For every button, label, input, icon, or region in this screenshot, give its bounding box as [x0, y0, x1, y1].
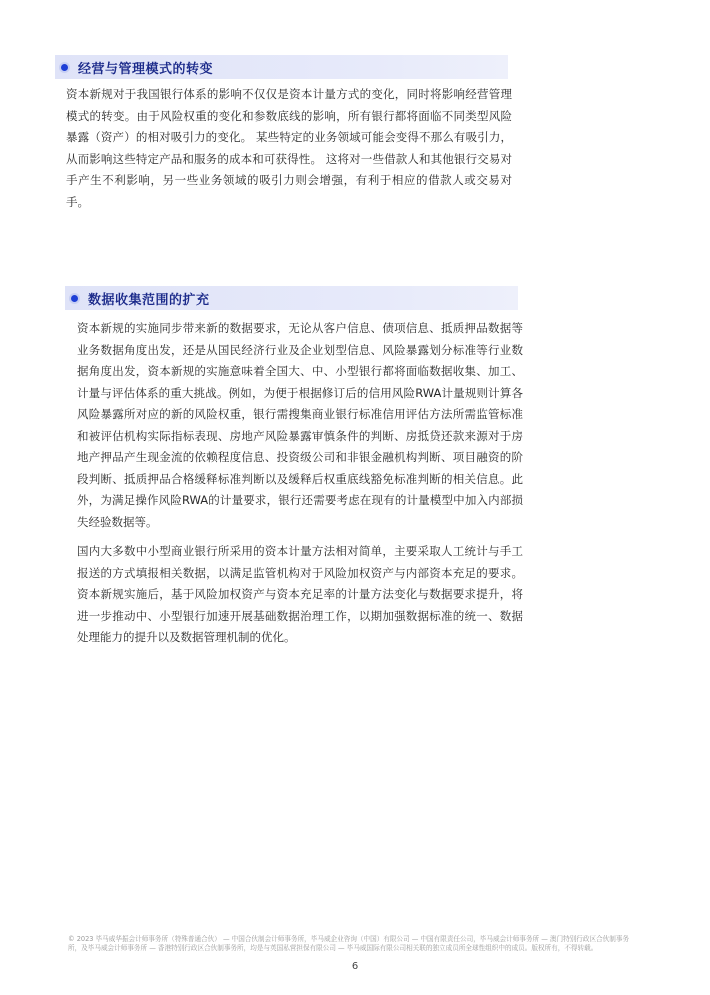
page-number: 6: [351, 961, 359, 972]
section-title: 经营与管理模式的转变: [78, 61, 214, 77]
footer-disclaimer: © 2023 毕马威华振会计师事务所（特殊普通合伙） — 中国合伙制会计师事务所，毕马威企业咨询（中国）有限公司 — 中国有限责任公司，毕马威会计师事务所 — 澳门特别行政区合伙制事务所，及毕马威会计师事务所 — 香港特别行政区合伙制事务所，均是与英国私营担保有限公司 — 毕马威国际有限公司相关联的独立成员所全球性组织中的成员。版权所有，不得转载。: [68, 935, 630, 952]
bullet-dot-icon: [61, 64, 68, 71]
section-header-business-model: [55, 55, 508, 79]
section-header-data-collection: [65, 286, 518, 310]
section-title: 数据收集范围的扩充: [88, 292, 210, 308]
paragraph-business-model: 资本新规对于我国银行体系的影响不仅仅是资本计量方式的变化，同时将影响经营管理模式的转变。由于风险权重的变化和参数底线的影响，所有银行都将面临不同类型风险暴露（资产）的相对吸引力的变化。 某些特定的业务领域可能会变得不那么有吸引力，从而影响这些特定产品和服务的成本和可获得性。 这将对一些借款人和其他银行交易对手产生不利影响，另一些业务领域的吸引力则会增强，有利于相应的借款人或交易对手。: [66, 87, 512, 209]
bullet-dot-icon: [71, 295, 78, 302]
paragraph-data-governance: 国内大多数中小型商业银行所采用的资本计量方法相对简单，主要采取人工统计与手工报送的方式填报相关数据，以满足监管机构对于风险加权资产与内部资本充足的要求。资本新规实施后，基于风险加权资产与资本充足率的计量方法变化与数据要求提升，将进一步推动中、小型银行加速开展基础数据治理工作，以期加强数据标准的统一、数据处理能力的提升以及数据管理机制的优化。: [77, 544, 523, 644]
paragraph-data-requirements: 资本新规的实施同步带来新的数据要求，无论从客户信息、债项信息、抵质押品数据等业务数据角度出发，还是从国民经济行业及企业划型信息、风险暴露划分标准等行业数据角度出发，资本新规的实施意味着全国大、中、小型银行都将面临数据收集、加工、计量与评估体系的重大挑战。例如，为便于根据修订后的信用风险RWA计量规则计算各风险暴露所对应的新的风险权重，银行需搜集商业银行标准信用评估方法所需监管标准和被评估机构实际指标表现、房地产风险暴露审慎条件的判断、房抵贷还款来源对于房地产押品产生现金流的依赖程度信息、投资级公司和非银金融机构判断、项目融资的阶段判断、抵质押品合格缓释标准判断以及缓释后权重底线豁免标准判断的相关信息。此外，为满足操作风险RWA的计量要求，银行还需要考虑在现有的计量模型中加入内部损失经验数据等。: [77, 321, 523, 529]
